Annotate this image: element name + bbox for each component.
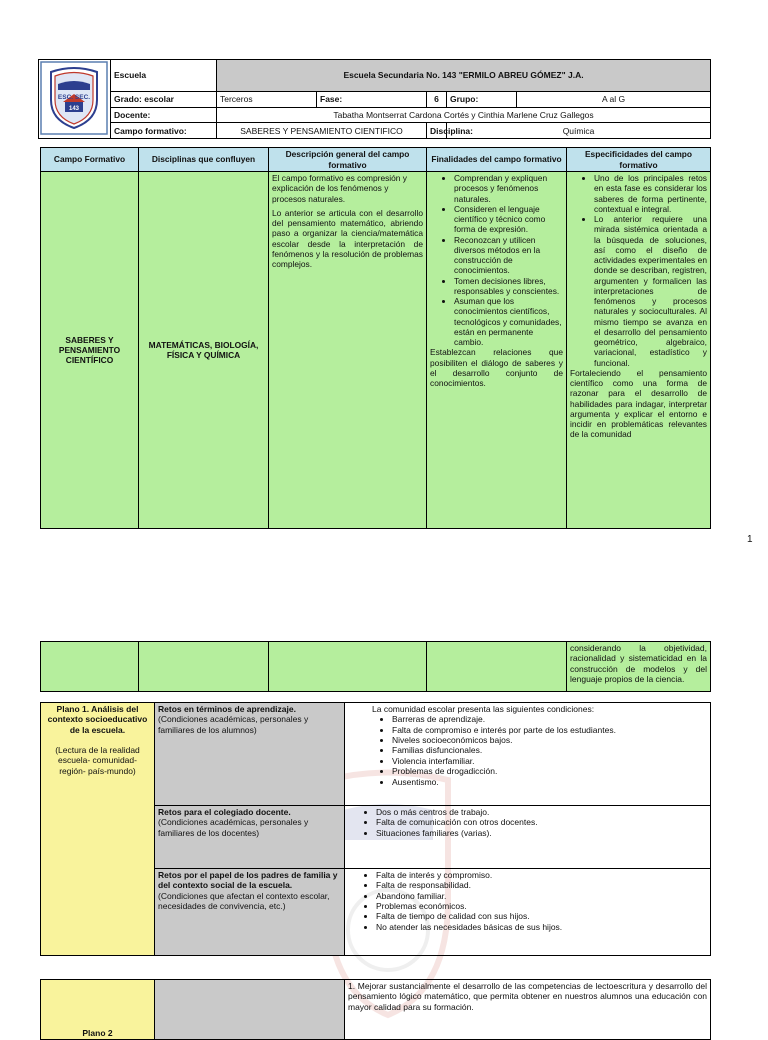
reto-title: Retos para el colegiado docente. — [158, 807, 291, 817]
reto-title: Retos por el papel de los padres de familia y del contexto social de la escuela. — [158, 870, 338, 891]
campo-cell: SABERES Y PENSAMIENTO CIENTÍFICO — [41, 172, 139, 529]
reto-list — [348, 714, 707, 787]
plano-title-cell — [41, 703, 155, 956]
docente-label: Docente: — [111, 107, 217, 123]
cont-empty-3 — [269, 642, 427, 692]
list-item: • Uno de los principales retos en esta fase es considerar los saberes de forma pertinente, contextual e integral. — [594, 173, 707, 214]
especificidades-cell — [567, 172, 711, 529]
list-item: • Falta de responsabilidad. — [376, 880, 707, 890]
grado-value: Terceros — [217, 91, 317, 107]
escuela-value: Escuela Secundaria No. 143 "ERMILO ABREU GÓMEZ" J.A. — [217, 60, 711, 92]
list-item: • Abandono familiar. — [376, 891, 707, 901]
finalidades-tail: Establezcan relaciones que posibiliten el diálogo de saberes y el desarrollo conjunto de conocimientos. — [430, 347, 563, 388]
fase-label: Fase: — [320, 93, 343, 104]
especificidades-list — [570, 173, 707, 368]
reto-title: Retos en términos de aprendizaje. — [158, 704, 296, 714]
list-item: • Situaciones familiares (varias). — [376, 828, 707, 838]
plano-2-title: Plano 2 — [82, 1027, 113, 1038]
cont-empty-1 — [41, 642, 139, 692]
especificidades-tail: Fortaleciendo el pensamiento científico como una forma de razonar para el desarrollo de habilidades para indagar, interpretar argumenta y explicar el entorno e incidir en problemáticas relevantes de la comunidad — [570, 367, 707, 440]
list-item: • Problemas económicos. — [376, 901, 707, 911]
continuation-table — [40, 641, 711, 692]
grado-label: Grado: escolar — [111, 91, 217, 107]
grupo-value: A al G — [517, 91, 711, 107]
reto-desc: (Condiciones académicas, personales y familiares de los alumnos) — [158, 714, 309, 735]
reto-aprendizaje-content — [345, 703, 711, 806]
fase-cell — [317, 91, 427, 107]
header-campo: Campo Formativo — [41, 148, 139, 172]
list-item: • Reconozcan y utilicen diversos métodos en la construcción de conocimientos. — [454, 235, 563, 276]
reto-desc: (Condiciones académicas, personales y familiares de los docentes) — [158, 817, 309, 838]
list-item: • Consideren el lenguaje científico y técnico como forma de expresión. — [454, 204, 563, 235]
list-item: • Falta de compromiso e interés por parte de los estudiantes. — [392, 725, 707, 735]
plano-table — [40, 702, 711, 956]
header-disciplinas: Disciplinas que confluyen — [139, 148, 269, 172]
reto-aprendizaje-cell — [155, 703, 345, 806]
finalidades-cell — [427, 172, 567, 529]
header-finalidades: Finalidades del campo formativo — [427, 148, 567, 172]
school-logo — [39, 60, 111, 139]
list-item: • Falta de tiempo de calidad con sus hijos. — [376, 911, 707, 921]
reto-list — [348, 807, 707, 838]
campo-value: SABERES Y PENSAMIENTO CIENTIFICO — [217, 123, 427, 139]
disciplina-value: Química — [447, 123, 711, 139]
disciplinas-cell: MATEMÁTICAS, BIOLOGÍA, FÍSICA Y QUÍMICA — [139, 172, 269, 529]
logo-number: 143 — [68, 106, 80, 112]
reto-list — [348, 870, 707, 932]
list-item: • Niveles socioeconómicos bajos. — [392, 735, 707, 745]
finalidades-list — [430, 173, 563, 347]
header-especificidades: Especificidades del campo formativo — [567, 148, 711, 172]
cont-empty-4 — [427, 642, 567, 692]
school-shield-logo — [41, 62, 107, 134]
list-item: • Lo anterior requiere una mirada sistémica orientada a la búsqueda de soluciones, así como el diseño de actividades experimentales en donde se describan, registren, argumenten y formalicen las interpretaciones de fenómenos y procesos naturales y socioculturales. Al mismo tiempo se avanza en el desarrollo del pensamiento geométrico, algebraico, variacional, estadístico y funcional. — [594, 214, 707, 368]
page-number: 1 — [747, 534, 753, 545]
descripcion-cell — [269, 172, 427, 529]
plano-subtitle: (Lectura de la realidad escuela- comunidad- región- país-mundo) — [55, 745, 140, 776]
reto-desc: (Condiciones que afectan el contexto escolar, necesidades de convivencia, etc.) — [158, 890, 330, 912]
list-item: • Familias disfuncionales. — [392, 745, 707, 755]
header-table — [38, 59, 711, 139]
fase-value: 6 — [427, 91, 447, 107]
especificidades-continuation: considerando la objetividad, racionalidad y sistematicidad en la construcción de modelos y del lenguaje propios de la ciencia. — [567, 642, 711, 692]
plano-title: Plano 1. Análisis del contexto socioeducativo de la escuela. — [47, 704, 148, 735]
reto-docente-content — [345, 806, 711, 869]
reto-padres-content — [345, 869, 711, 956]
plano-2-content: 1. Mejorar sustancialmente el desarrollo de las competencias de lectoescritura y desarrollo del pensamiento lógico matemático, que permita obtener en nuestros alumnos una educación con mayor calidad para su formación. — [345, 980, 711, 1040]
descripcion-p2: Lo anterior se articula con el desarrollo del pensamiento matemático, abriendo paso a organizar la ciencia/matemática escolar desde la interpretación de fenómenos y la resolución de problemas complejos. — [272, 207, 423, 269]
list-item: • Violencia interfamiliar. — [392, 756, 707, 766]
campo-formativo-table — [40, 147, 711, 529]
list-item: • Barreras de aprendizaje. — [392, 714, 707, 724]
header-descripcion: Descripción general del campo formativo — [269, 148, 427, 172]
plano-2-title-cell — [41, 980, 155, 1040]
list-item: • Comprendan y expliquen procesos y fenómenos naturales. — [454, 173, 563, 204]
list-item: • Ausentismo. — [392, 777, 707, 787]
list-item: • No atender las necesidades básicas de sus hijos. — [376, 922, 707, 932]
disciplina-label: Disciplina: — [427, 123, 447, 139]
list-item: • Falta de interés y compromiso. — [376, 870, 707, 880]
docente-value: Tabatha Montserrat Cardona Cortés y Cinthia Marlene Cruz Gallegos — [217, 107, 711, 123]
list-item: • Dos o más centros de trabajo. — [376, 807, 707, 817]
plano-2-table — [40, 979, 711, 1040]
cont-empty-2 — [139, 642, 269, 692]
list-item: • Problemas de drogadicción. — [392, 766, 707, 776]
campo-label: Campo formativo: — [111, 123, 217, 139]
reto-padres-cell — [155, 869, 345, 956]
list-item: • Asuman que los conocimientos científicos, tecnológicos y comunidades, están en permanente cambio. — [454, 296, 563, 347]
descripcion-p1: El campo formativo es compresión y explicación de los fenómenos y procesos naturales. — [272, 173, 407, 204]
escuela-label: Escuela — [111, 60, 217, 92]
plano-2-reto-cell — [155, 980, 345, 1040]
logo-text: ESC. SEC. — [57, 94, 91, 101]
grupo-label: Grupo: — [447, 91, 517, 107]
list-item: • Tomen decisiones libres, responsables y conscientes. — [454, 276, 563, 297]
list-item: • Falta de comunicación con otros docentes. — [376, 817, 707, 827]
reto-docente-cell — [155, 806, 345, 869]
reto-intro: La comunidad escolar presenta las siguientes condiciones: — [372, 704, 595, 714]
